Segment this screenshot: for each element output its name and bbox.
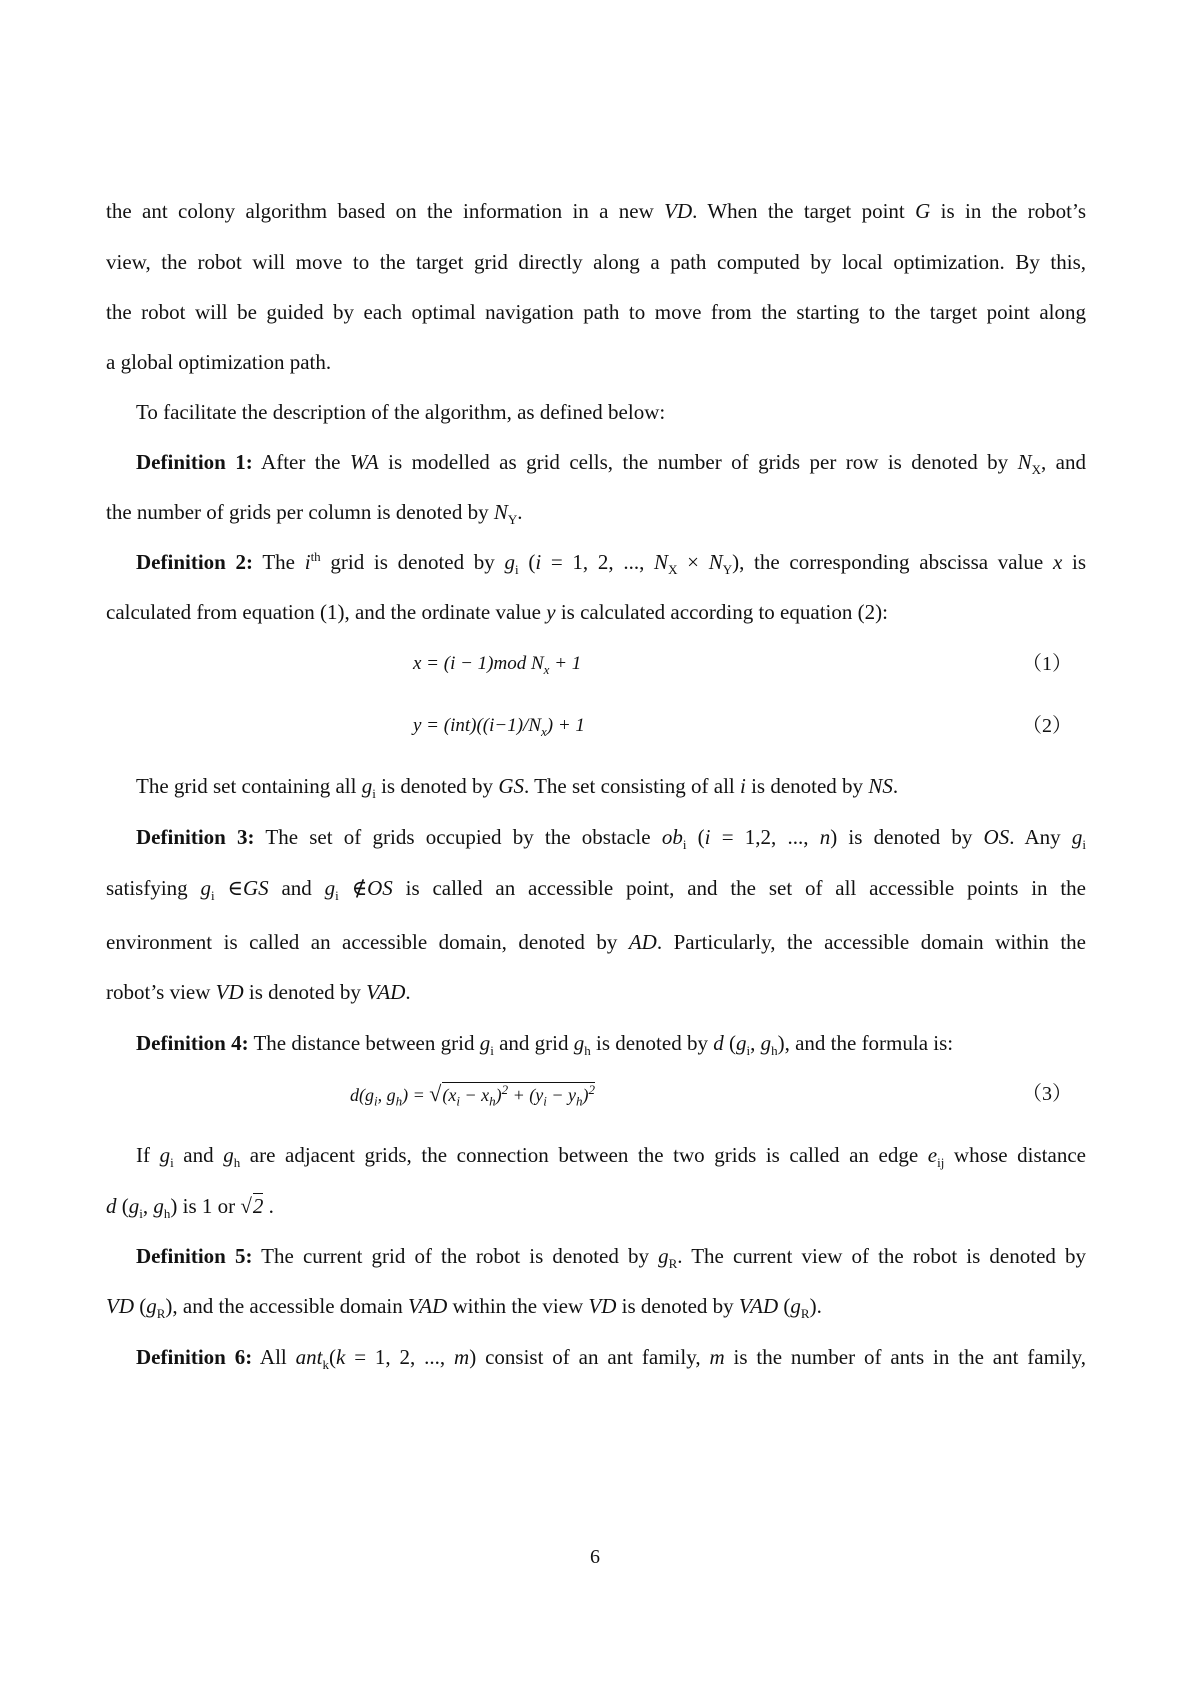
definition-2-label: Definition 2:: [136, 550, 254, 574]
definition-5-label: Definition 5:: [136, 1244, 253, 1268]
definition-1-label: Definition 1:: [136, 450, 253, 474]
equation-2: $y = (int)((i-1)/N_x) + 1$: [413, 715, 585, 739]
definition-1-line-1: Definition 1: After the WA is modelled as grid cells, the number of grids per row is denoted by $N_X$, and: [136, 450, 1086, 478]
definition-5-line-2: VD $(g_R)$, and the accessible domain VAD within the view VD is denoted by VAD $(g_R)$.: [106, 1294, 822, 1322]
adjacent-grids-line-1: If $g_i$ and $g_h$ are adjacent grids, the connection between the two grids is called an edge $e_{ij}$ whose distance: [136, 1143, 1086, 1171]
equation-2-number: （2）: [1022, 715, 1072, 737]
paragraph-1-line-3: the robot will be guided by each optimal navigation path to move from the starting to the target point along: [106, 300, 1086, 324]
definition-3-line-2: satisfying $g_i$ ∈GS and $g_i$ ∉OS is called an accessible point, and the set of all accessible points in the: [106, 876, 1087, 904]
definition-3-line-3: environment is called an accessible domain, denoted by AD. Particularly, the accessible domain within the: [106, 930, 1086, 954]
definition-6-label: Definition 6:: [136, 1345, 253, 1369]
equation-3: $d(g_i$, $g_h) = √(x_i - x_h)^2 + (y_i - y_h)^2$: [350, 1081, 595, 1109]
equation-3-number: （3）: [1022, 1083, 1072, 1105]
definition-3-line-4: robot’s view VD is denoted by VAD.: [106, 980, 411, 1004]
equation-1-number: （1）: [1022, 653, 1072, 675]
definition-6-line-1: Definition 6: All ant$_k$(k = 1, 2, ..., m) consist of an ant family, m is the number of ants in the ant family,: [136, 1345, 1086, 1373]
paragraph-1-line-2: view, the robot will move to the target grid directly along a path computed by local optimization. By this,: [106, 250, 1086, 274]
definition-2-line-2: calculated from equation (1), and the ordinate value y is calculated according to equation (2):: [106, 600, 888, 624]
definition-1-line-2: the number of grids per column is denoted by $N_Y$.: [106, 500, 523, 528]
definition-2-line-1: Definition 2: The $i^{th}$ grid is denoted by $g_i$ (i = 1, 2, ..., $N_X \times N_Y$), the corresponding abscissa value x is: [136, 549, 1086, 578]
page-number: 6: [590, 1546, 600, 1568]
equation-1: x = (i − 1)mod $N_x + 1$: [413, 653, 582, 677]
definition-4-line-1: Definition 4: The distance between grid $g_i$ and grid $g_h$ is denoted by d ($g_i$, $g_h$), and the formula is:: [136, 1031, 954, 1059]
adjacent-grids-line-2: d ($g_i$, $g_h$) is 1 or √2 .: [106, 1194, 274, 1222]
square-root-icon: √: [429, 1081, 442, 1106]
paragraph-1-line-1: the ant colony algorithm based on the information in a new VD. When the target point G is in the robot’s: [106, 199, 1086, 223]
square-root-icon: √: [240, 1194, 252, 1218]
intro-line: To facilitate the description of the algorithm, as defined below:: [136, 400, 666, 424]
definition-3-label: Definition 3:: [136, 825, 255, 849]
definition-3-line-1: Definition 3: The set of grids occupied by the obstacle $ob_i$ (i = 1,2, ..., n) is denoted by OS. Any $g_i$: [136, 825, 1087, 853]
grid-set-line: The grid set containing all $g_i$ is denoted by GS. The set consisting of all i is denoted by NS.: [136, 774, 899, 802]
definition-5-line-1: Definition 5: The current grid of the robot is denoted by $g_R$. The current view of the robot is denoted by: [136, 1244, 1087, 1272]
paragraph-1-line-4: a global optimization path.: [106, 350, 332, 374]
definition-4-label: Definition 4:: [136, 1031, 249, 1055]
